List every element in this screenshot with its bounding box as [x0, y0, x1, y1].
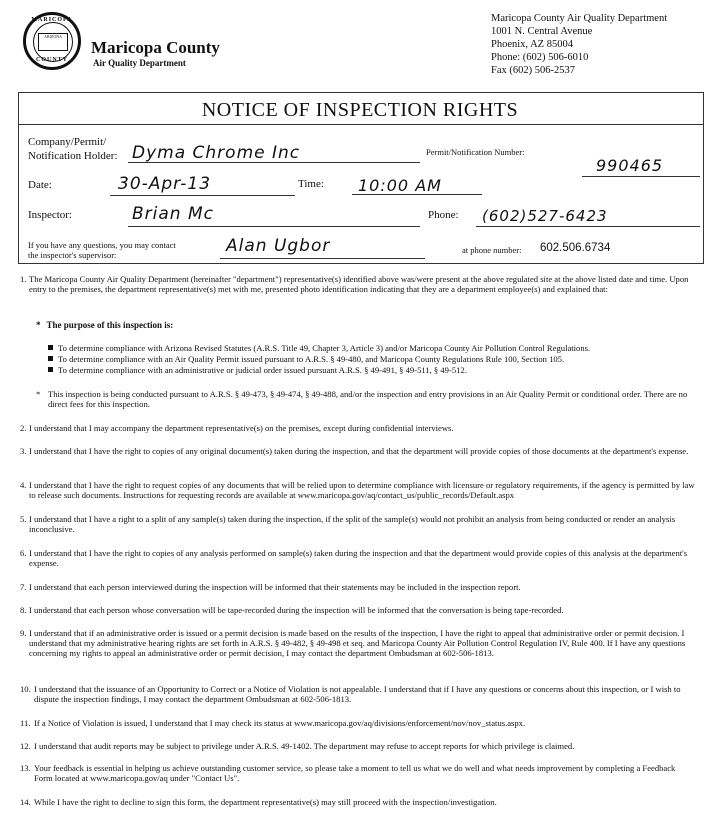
phone-value[interactable]: (602)527-6423: [482, 207, 608, 225]
item-number: 7.: [20, 582, 27, 592]
star-marker: *: [36, 389, 41, 399]
list-item: [20, 763, 695, 783]
supervisor-underline: [220, 258, 425, 259]
address-line: Fax (602) 506-2537: [491, 65, 575, 76]
bullet-text: To determine compliance with an Air Quality Permit issued pursuant to A.R.S. § 49-480, and Maricopa County Regulations Rule 100, Section 105.: [58, 354, 565, 364]
item-number: 9.: [20, 628, 27, 638]
square-bullet-icon: [48, 367, 53, 372]
date-underline: [110, 195, 295, 196]
item-text: If a Notice of Violation is issued, I understand that I may check its status at www.maricopa.gov/aq/divisions/enforcement/nov/nov_status.aspx.: [34, 718, 526, 728]
list-item: [20, 718, 695, 728]
address-line: 1001 N. Central Avenue: [491, 26, 593, 37]
phone-label: Phone:: [428, 209, 459, 221]
seal-center-text: ARIZONA: [44, 34, 62, 39]
item-text: I understand that I have the right to copies of any original document(s) taken during the inspection, and that the department will provide copies of those documents at the department's expense.: [29, 446, 689, 456]
item-text: Your feedback is essential in helping us achieve outstanding customer service, so please take a moment to tell us what we do well and what needs improvement by completing a Feedback Form located at www.maricopa.gov/aq under "Contact Us".: [34, 763, 676, 784]
list-item: [20, 741, 695, 751]
county-seal: [23, 12, 81, 70]
date-value[interactable]: 30-Apr-13: [118, 174, 212, 194]
supervisor-phone: 602.506.6734: [540, 242, 611, 254]
phone-underline: [476, 226, 700, 227]
supervisor-value[interactable]: Alan Ugbor: [226, 236, 331, 256]
holder-label-1: Company/Permit/: [28, 136, 107, 148]
purpose-heading-text: The purpose of this inspection is:: [46, 320, 174, 330]
seal-top-text: MARICOPA: [31, 17, 73, 23]
inspector-signature[interactable]: Brian Mc: [132, 204, 214, 224]
list-item: [20, 605, 695, 615]
list-item: [20, 684, 695, 704]
department-address: [491, 12, 667, 77]
item-text: I understand that I have the right to copies of any analysis performed on sample(s) taken during the inspection and that the department would provide copies of this analysis at the department's expense.: [29, 548, 688, 569]
item-text: [29, 480, 695, 500]
supervisor-note-2: the inspector's supervisor:: [28, 250, 117, 260]
list-item: [20, 628, 695, 659]
inspector-underline: [128, 226, 420, 227]
bullet-text: To determine compliance with an administrative or judicial order issued pursuant A.R.S. § 49-491, § 49-511, § 49-512.: [58, 365, 467, 375]
date-label: Date:: [28, 179, 52, 191]
address-line: Maricopa County Air Quality Department: [491, 13, 668, 24]
list-item: [20, 274, 695, 294]
time-label: Time:: [298, 178, 324, 190]
item-number: 12.: [20, 741, 31, 751]
purpose-bullet: [48, 354, 564, 364]
page-title: NOTICE OF INSPECTION RIGHTS: [201, 99, 519, 121]
square-bullet-icon: [48, 345, 53, 350]
purpose-bullet: [48, 343, 590, 353]
item-number: 13.: [20, 763, 31, 773]
holder-underline: [128, 162, 420, 163]
purpose-bullet: [48, 365, 467, 375]
seal-shield: [38, 33, 68, 51]
address-line: Phone: (602) 506-6010: [491, 52, 589, 63]
item-text: I understand that each person interviewed during the inspection will be informed that their statements may be included in the inspection report.: [29, 582, 521, 592]
item-number: 2.: [20, 423, 27, 433]
seal-bottom-text: COUNTY: [35, 57, 68, 63]
permit-label: Permit/Notification Number:: [426, 147, 525, 157]
star-marker: *: [36, 320, 41, 330]
item-text: I understand that audit reports may be subject to privilege under A.R.S. 49-1402. The department may refuse to accept reports for which privilege is claimed.: [34, 741, 575, 751]
item-text: I understand that the issuance of an Opportunity to Correct or a Notice of Violation is not appealable. I understand that if I have any questions or concerns about this inspection, or I wish to dispute the inspection findings, I may contact the department Ombudsman at 602-506-1813.: [34, 684, 681, 705]
org-subtitle: Air Quality Department: [93, 58, 186, 68]
list-item: [20, 797, 695, 807]
item-text: The Maricopa County Air Quality Department (hereinafter "department") representative(s) identified above was/were present at the above regulated site at the above listed date and time. Upon entry to the premises, the department representative(s) met with me, presented photo identification indicating that they are a department employee(s) and explained that:: [29, 274, 689, 295]
item-text: This inspection is being conducted pursuant to A.R.S. § 49-473, § 49-474, § 49-488, and/or the inspection and entry provisions in an Air Quality Permit or conditional order. There are no direct fees for this inspection.: [48, 389, 688, 410]
item-number: 4.: [20, 480, 27, 490]
list-item: [20, 480, 695, 500]
item-number: 8.: [20, 605, 27, 615]
list-item: [20, 446, 695, 456]
item-text: While I have the right to decline to sign this form, the department representative(s) may still proceed with the inspection/investigation.: [34, 797, 497, 807]
item-number: 6.: [20, 548, 27, 558]
time-value[interactable]: 10:00 AM: [358, 176, 442, 195]
list-item: [20, 514, 695, 534]
time-underline: [352, 194, 482, 195]
purpose-heading: [36, 320, 173, 330]
item-number: 1.: [20, 274, 27, 284]
item-number: 10.: [20, 684, 31, 694]
inspector-label: Inspector:: [28, 209, 72, 221]
holder-value[interactable]: Dyma Chrome Inc: [132, 143, 301, 163]
org-name: Maricopa County: [91, 38, 220, 57]
item-number: 14.: [20, 797, 31, 807]
item-text: I understand that each person whose conversation will be tape-recorded during the inspection will be informed that the conversation is being tape-recorded.: [29, 605, 564, 615]
address-line: Phoenix, AZ 85004: [491, 39, 573, 50]
holder-label-2: Notification Holder:: [28, 150, 118, 162]
list-item: [36, 389, 695, 409]
item-text: I understand that I may accompany the department representative(s) on the premises, except during confidential interviews.: [29, 423, 454, 433]
item-number: 3.: [20, 446, 27, 456]
item-text-part: I understand that I have the right to request copies of any documents that will be relied upon to determine compliance with licensure or regulatory requirements, if the agency is permitted by law to release such documents. Instructions for requesting records are available at: [29, 480, 695, 501]
item-text: I understand that if an administrative order is issued or a permit decision is made based on the results of the inspection, I have the right to appeal that administrative order or permit decision. I understand that my administrative hearing rights are set forth in A.R.S. § 49-482, § 49-498 et seq. and Maricopa County Air Pollution Control Regulation IV, Rule 400. If I have any questions concerning my rights to appeal an administrative order or permit decision, I may contact the department Ombudsman at 602-506-1813.: [29, 628, 686, 659]
bullet-text: To determine compliance with Arizona Revised Statutes (A.R.S. Title 49, Chapter 3, Article 3) and/or Maricopa County Air Pollution Control Regulations.: [58, 343, 591, 353]
item-text: I understand that I have a right to a split of any sample(s) taken during the inspection, if the split of the sample(s) would not prohibit an analysis from being conducted or render an analysis inconclusive.: [29, 514, 676, 535]
public-records-link[interactable]: www.maricopa.gov/aq/contact_us/public_records/Default.aspx: [297, 490, 515, 501]
square-bullet-icon: [48, 356, 53, 361]
supervisor-note-1: If you have any questions, you may contact: [28, 240, 176, 250]
permit-value[interactable]: 990465: [596, 156, 664, 175]
at-phone-label: at phone number:: [462, 245, 522, 255]
list-item: [20, 548, 695, 568]
list-item: [20, 582, 695, 592]
item-number: 5.: [20, 514, 27, 524]
permit-underline: [582, 176, 700, 177]
list-item: [20, 423, 695, 433]
item-number: 11.: [20, 718, 31, 728]
